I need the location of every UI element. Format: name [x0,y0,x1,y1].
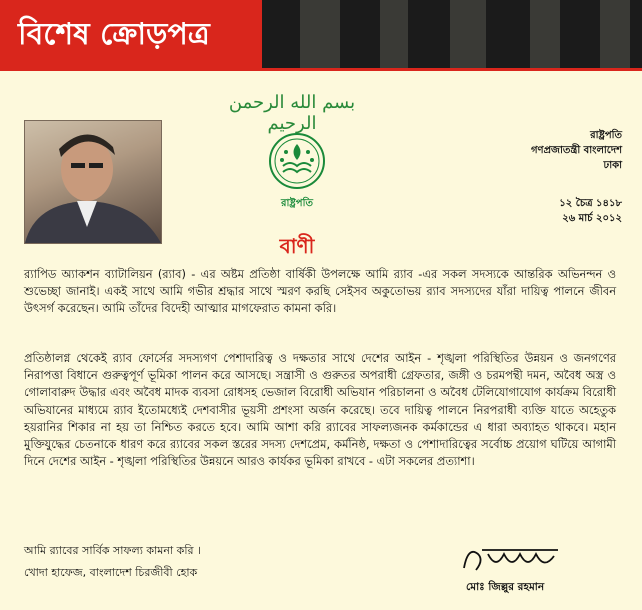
message-paragraph-2: প্রতিষ্ঠালগ্ন থেকেই র‌্যাব ফোর্সের সদস্যগণ পেশাদারিত্ব ও দক্ষতার সাথে দেশের আইন - শৃঙ্খলা পরিস্থিতির উন্নয়ন ও জনগণের নিরাপত্তা বিধানে গুরুত্বপূর্ণ ভূমিকা পালন করে আসছে। সন্ত্রাসী ও গুরুতর অপরাধী গ্রেফতার, জঙ্গী ও চরমপন্থী দমন, অবৈধ অস্ত্র ও গোলাবারুদ উদ্ধার এবং অবৈধ মাদক ব্যবসা রোধসহ ভেজাল বিরোধী অভিযান পরিচালনা ও অবৈধ টেলিযোগাযোগ কার্যক্রম বিরোধী অভিযানের মাধ্যমে র‌্যাব ইতোমধ্যেই দেশবাসীর ভূয়সী প্রশংসা অর্জন করেছে। তবে দায়িত্ব পালনে নিরপরাধী ব্যক্তি যাতে অহেতুক হয়রানির শিকার না হয় তা নিশ্চিত করতে হবে। আমি আশা করি র‌্যাবের সাফল্যজনক কর্মকান্ডের এ ধারা অব্যাহত থাকবে। মহান মুক্তিযুদ্ধের চেতনাকে ধারণ করে র‌্যাবের সকল স্তরের সদস্য দেশপ্রেম, কর্মনিষ্ঠ, দক্ষতা ও পেশাদারিত্বের সর্বোচ্চ প্রয়োগ ঘটিয়ে আগামী দিনে দেশের আইন - শৃঙ্খলা পরিস্থিতির উন্নয়নে আরও কার্যকর ভূমিকা রাখবে - এটা সকলের প্রত্যাশা। [24,351,616,469]
date-bangla: ১২ চৈত্র ১৪১৮ [559,198,622,209]
closing-farewell: খোদা হাফেজ, বাংলাদেশ চিরজীবী হোক [24,566,198,579]
emblem-label: রাষ্ট্রপতি [281,198,313,209]
presidential-emblem-icon [268,132,326,190]
header-banner [0,0,642,68]
message-heading: বাণী [279,234,315,258]
office-country: গণপ্রজাতন্ত্রী বাংলাদেশ [530,145,622,156]
president-portrait [24,120,162,244]
portrait-figure [25,121,161,243]
message-paragraph-1: র‌্যাপিড অ্যাকশন ব্যাটালিয়ন (র‌্যাব) - এর অষ্টম প্রতিষ্ঠা বার্ষিকী উপলক্ষে আমি র‌্যাব -এর সকল সদস্যকে আন্তরিক অভিনন্দন ও শুভেচ্ছা জানাই। একই সাথে আমি গভীর শ্রদ্ধার সাথে স্মরণ করছি সেইসব অকুতোভয় র‌্যাব সদস্যদের যাঁরা দায়িত্ব পালনে জীবন উৎসর্গ করেছেন। আমি তাঁদের বিদেহী আত্মার মাগফেরাত কামনা করি। [24,267,616,316]
office-city: ঢাকা [603,160,622,171]
photo-strip [450,0,486,68]
header-divider [0,68,642,71]
page-title: বিশেষ ক্রোড়পত্র [18,17,210,52]
closing-block [24,540,201,584]
photo-strip [300,0,340,68]
photo-strip [600,0,630,68]
signature [458,540,578,580]
date-gregorian: ২৬ মার্চ ২০১২ [562,213,622,224]
signatory-name: মোঃ জিল্লুর রহমান [466,581,545,593]
office-title: রাষ্ট্রপতি [590,130,622,141]
office-block [531,128,622,173]
bismillah-calligraphy: بسم الله الرحمن الرحيم [228,92,356,134]
date-block [559,196,622,226]
photo-strip [380,0,408,68]
closing-wish: আমি র‌্যাবের সার্বিক সাফল্য কামনা করি । [24,544,201,557]
photo-strip [530,0,560,68]
